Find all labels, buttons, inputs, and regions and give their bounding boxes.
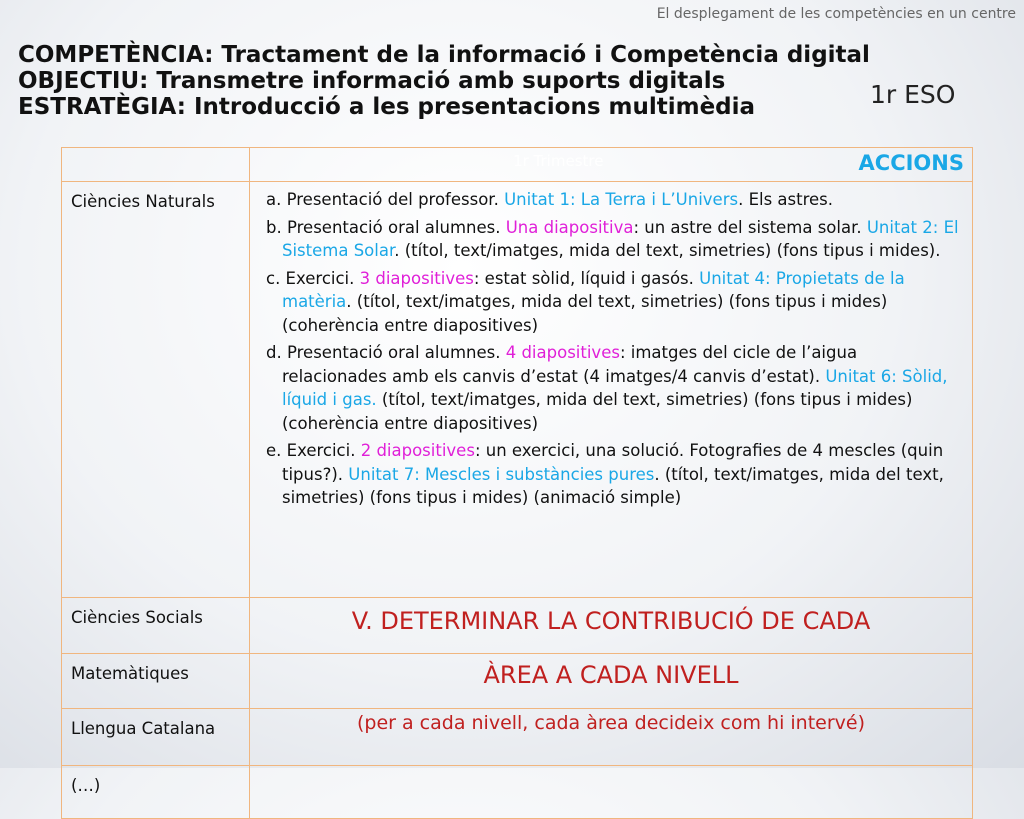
activity-c-tail: . (títol, text/imatges, mida del text, simetries) (fons tipus i mides) (coherència entre diapositives) [282, 292, 888, 335]
activity-a-unit: Unitat 1: La Terra i L’Univers [504, 190, 739, 209]
activity-e [258, 439, 964, 510]
note-cell [250, 654, 973, 709]
heading-competencia-text: Tractament de la informació i Competència digital [213, 42, 870, 68]
slide-caption: El desplegament de les competències en un centre [656, 6, 1016, 22]
table-row [62, 182, 973, 598]
level-label: 1r ESO [870, 80, 956, 109]
actions-table [61, 147, 973, 819]
activity-d-slides: 4 diapositives [505, 343, 620, 362]
activity-c-slides: 3 diapositives [359, 268, 474, 288]
accions-title: ACCIONS [858, 151, 964, 175]
heading-objectiu-text: Transmetre informació amb suports digitals [148, 68, 726, 94]
trimestre-label: 1r Trimestre [513, 152, 604, 170]
table-row [62, 709, 973, 766]
activity-b [258, 216, 964, 263]
activity-a [258, 188, 964, 212]
note-line-3: (per a cada nivell, cada àrea decideix com hi intervé) [356, 712, 866, 734]
activity-d-text: d. Presentació oral alumnes. [266, 343, 506, 362]
activity-e-slides: 2 diapositives [360, 441, 475, 460]
table-row [62, 654, 973, 709]
header-empty-cell [62, 148, 250, 182]
subject-cell: Ciències Socials [62, 598, 250, 654]
activity-e-desc: : un exercici, una solució. Fotografies de 4 mescles (quin tipus?). [282, 441, 944, 484]
activity-e-unit: Unitat 7: Mescles i substàncies pures [348, 464, 655, 484]
subject-cell: Ciències Naturals [62, 182, 250, 598]
heading-estrategia-label: ESTRATÈGIA: [18, 94, 186, 120]
activity-c [258, 267, 964, 338]
heading-estrategia [18, 94, 870, 120]
activity-c-text: c. Exercici. [266, 268, 360, 288]
activity-d-tail: (títol, text/imatges, mida del text, simetries) (fons tipus i mides) (coherència entre diapositives) [282, 390, 913, 433]
table-row [62, 598, 973, 654]
activity-b-text: b. Presentació oral alumnes. [266, 217, 506, 237]
note-line-1: V. DETERMINAR LA CONTRIBUCIÓ DE CADA [351, 607, 871, 635]
activity-b-unit: Unitat 2: El Sistema Solar [282, 217, 959, 260]
subject-cell: Llengua Catalana [62, 709, 250, 766]
activity-b-desc: : un astre del sistema solar. [633, 217, 867, 237]
activity-a-tail: . Els astres. [738, 190, 834, 209]
activity-d-desc: : imatges del cicle de l’aigua relacionades amb els canvis d’estat (4 imatges/4 canvis d’estat). [282, 343, 858, 386]
heading-estrategia-text: Introducció a les presentacions multimèdia [185, 94, 756, 120]
activity-b-slides: Una diapositiva [505, 217, 634, 237]
note-cell [250, 598, 973, 654]
activity-e-text: e. Exercici. [266, 441, 361, 460]
activity-d-unit: Unitat 6: Sòlid, líquid i gas. [282, 366, 948, 409]
heading-objectiu-label: OBJECTIU: [18, 68, 149, 94]
activity-e-tail: . (títol, text/imatges, mida del text, simetries) (fons tipus i mides) (animació simple) [282, 464, 944, 507]
activity-a-text: a. Presentació del professor. [266, 190, 505, 209]
subject-cell: Matemàtiques [62, 654, 250, 709]
activity-d [258, 341, 964, 435]
table-header-row [62, 148, 973, 182]
activity-c-desc: : estat sòlid, líquid i gasós. [473, 268, 700, 288]
heading-competencia-label: COMPETÈNCIA: [18, 42, 214, 68]
note-cell [250, 709, 973, 766]
activities-cell [250, 182, 973, 598]
subject-cell: (…) [62, 766, 250, 819]
heading-competencia [18, 42, 870, 68]
heading-objectiu [18, 68, 870, 94]
table-row [62, 766, 973, 819]
headings-block [18, 42, 870, 120]
header-cell [250, 148, 973, 182]
activity-c-unit: Unitat 4: Propietats de la matèria [282, 268, 905, 311]
activity-b-tail: . (títol, text/imatges, mida del text, simetries) (fons tipus i mides). [394, 241, 941, 260]
note-line-2: ÀREA A CADA NIVELL [483, 661, 739, 689]
empty-cell [250, 766, 973, 819]
